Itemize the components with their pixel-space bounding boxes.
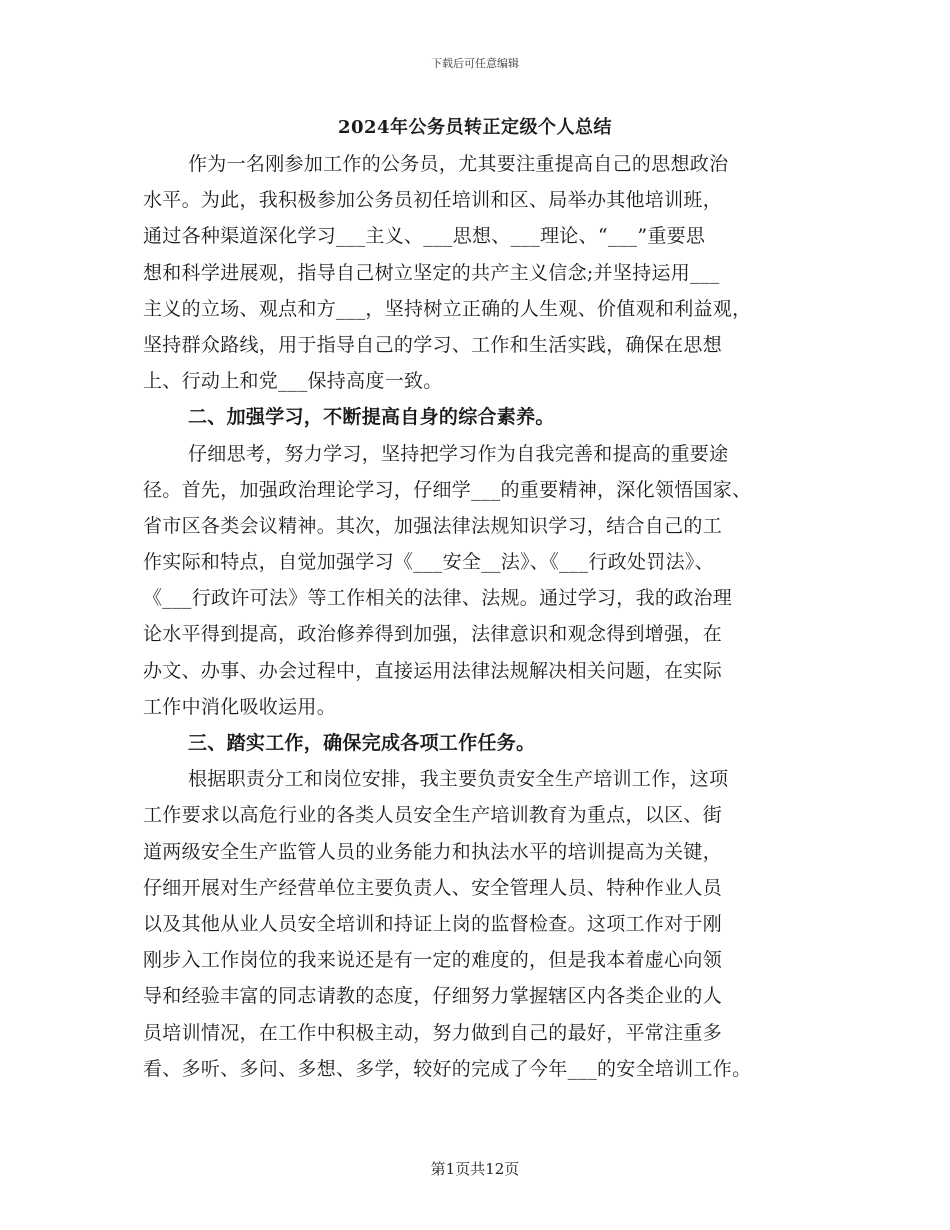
paragraph-line: 仔细开展对生产经营单位主要负责人、安全管理人员、特种作业人员 — [143, 876, 723, 899]
paragraph-line: 仔细思考，努力学习，坚持把学习作为自我完善和提高的重要途 — [188, 442, 729, 465]
paragraph-line: 工作中消化吸收运用。 — [143, 695, 337, 718]
section-heading: 三、踏实工作，确保完成各项工作任务。 — [188, 732, 536, 754]
section-heading: 二、加强学习，不断提高自身的综合素养。 — [188, 406, 555, 429]
paragraph-line: 坚持群众路线，用于指导自己的学习、工作和生活实践，确保在思想 — [143, 333, 723, 356]
paragraph-line: 径。首先，加强政治理论学习，仔细学___的重要精神，深化领悟国家、 — [143, 478, 752, 501]
paragraph-line: 员培训情况，在工作中积极主动，努力做到自己的最好，平常注重多 — [143, 1021, 723, 1044]
document-title: 2024年公务员转正定级个人总结 — [337, 117, 613, 138]
header-note: 下载后可任意编辑 — [431, 57, 519, 70]
paragraph-line: 省市区各类会议精神。其次，加强法律法规知识学习，结合自己的工 — [143, 514, 723, 537]
paragraph-line: 水平。为此，我积极参加公务员初任培训和区、局举办其他培训班， — [143, 189, 723, 212]
paragraph-line: 作实际和特点，自觉加强学习《___安全__法》、《___行政处罚法》、 — [143, 551, 715, 574]
paragraph-line: 通过各种渠道深化学习___主义、___思想、___理论、“___”重要思 — [143, 225, 706, 248]
paragraph-line: 工作要求以高危行业的各类人员安全生产培训教育为重点，以区、街 — [143, 804, 723, 827]
paragraph-line: 根据职责分工和岗位安排，我主要负责安全生产培训工作，这项 — [188, 768, 729, 791]
paragraph-line: 导和经验丰富的同志请教的态度，仔细努力掌握辖区内各类企业的人 — [143, 985, 723, 1008]
paragraph-line: 论水平得到提高，政治修养得到加强，法律意识和观念得到增强，在 — [143, 623, 723, 646]
paragraph-line: 主义的立场、观点和方___，坚持树立正确的人生观、价值观和利益观， — [143, 297, 752, 320]
paragraph-line: 想和科学进展观，指导自己树立坚定的共产主义信念;并坚持运用___ — [143, 261, 720, 284]
paragraph-line: 以及其他从业人员安全培训和持证上岗的监督检查。这项工作对于刚 — [143, 912, 723, 935]
paragraph-line: 上、行动上和党___保持高度一致。 — [143, 370, 443, 393]
paragraph-line: 道两级安全生产监管人员的业务能力和执法水平的培训提高为关键， — [143, 840, 723, 863]
page-number: 第1页共12页 — [430, 1160, 520, 1178]
paragraph-line: 看、多听、多问、多想、多学，较好的完成了今年___的安全培训工作。 — [143, 1057, 752, 1080]
paragraph-line: 《___行政许可法》等工作相关的法律、法规。通过学习，我的政治理 — [143, 587, 733, 610]
paragraph-line: 刚步入工作岗位的我来说还是有一定的难度的，但是我本着虚心向领 — [143, 949, 723, 972]
paragraph-line: 办文、办事、办会过程中，直接运用法律法规解决相关问题，在实际 — [143, 659, 723, 682]
paragraph-line: 作为一名刚参加工作的公务员，尤其要注重提高自己的思想政治 — [188, 153, 729, 175]
document-body — [143, 146, 823, 1087]
